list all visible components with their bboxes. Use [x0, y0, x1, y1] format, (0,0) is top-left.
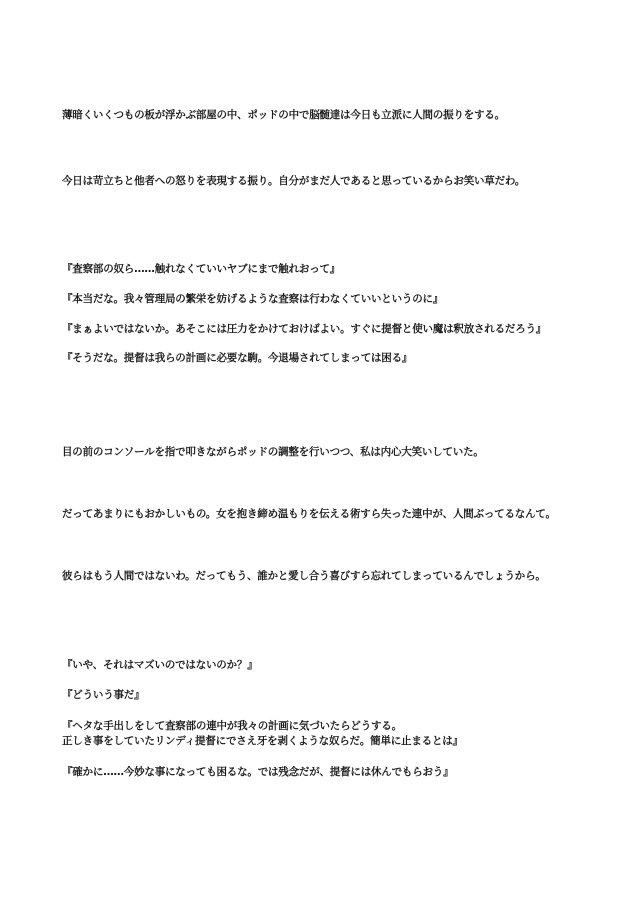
dialogue-line: 『確かに……今妙な事になっても困るな。では残念だが、提督には休んでもらおう』 — [62, 766, 454, 778]
narration-line: 薄暗くいくつもの板が浮かぶ部屋の中、ポッドの中で脳髄達は今日も立派に人間の振りをする。 — [62, 109, 505, 121]
dialogue-line: 『そうだな。提督は我らの計画に必要な駒。今退場されてしまっては困る』 — [62, 352, 413, 364]
dialogue-line: 『どういう事だ』 — [62, 689, 145, 701]
dialogue-line: 『ヘタな手出しをして査察部の連中が我々の計画に気づいたらどうする。 — [62, 720, 402, 732]
narration-line: 今日は苛立ちと他者への怒りを表現する振り。自分がまだ人であると思っているからお笑い草だわ。 — [62, 175, 526, 187]
dialogue-line: 正しき事をしていたリンディ提督にでさえ牙を剥くような奴らだ。簡単に止まるとは』 — [62, 735, 463, 747]
dialogue-line: 『まぁよいではないか。あそこには圧力をかけておけばよい。すぐに提督と使い魔は釈放されるだろう』 — [62, 323, 547, 335]
narration-line: だってあまりにもおかしいもの。女を抱き締め温もりを伝える術すら失った連中が、人間ぶってるなんて。 — [62, 508, 556, 520]
dialogue-line: 『いや、それはマズいのではないのか？』 — [62, 659, 258, 671]
narration-line: 目の前のコンソールを指で叩きながらポッドの調整を行いつつ、私は内心大笑いしていた。 — [62, 446, 484, 458]
dialogue-line: 『査察部の奴ら……触れなくていいヤブにまで触れおって』 — [62, 263, 341, 275]
narration-line: 彼らはもう人間ではないわ。だってもう、誰かと愛し合う喜びすら忘れてしまっているんでしょうから。 — [62, 570, 546, 582]
dialogue-line: 『本当だな。我々管理局の繁栄を妨げるような査察は行わなくていいというのに』 — [62, 293, 444, 305]
